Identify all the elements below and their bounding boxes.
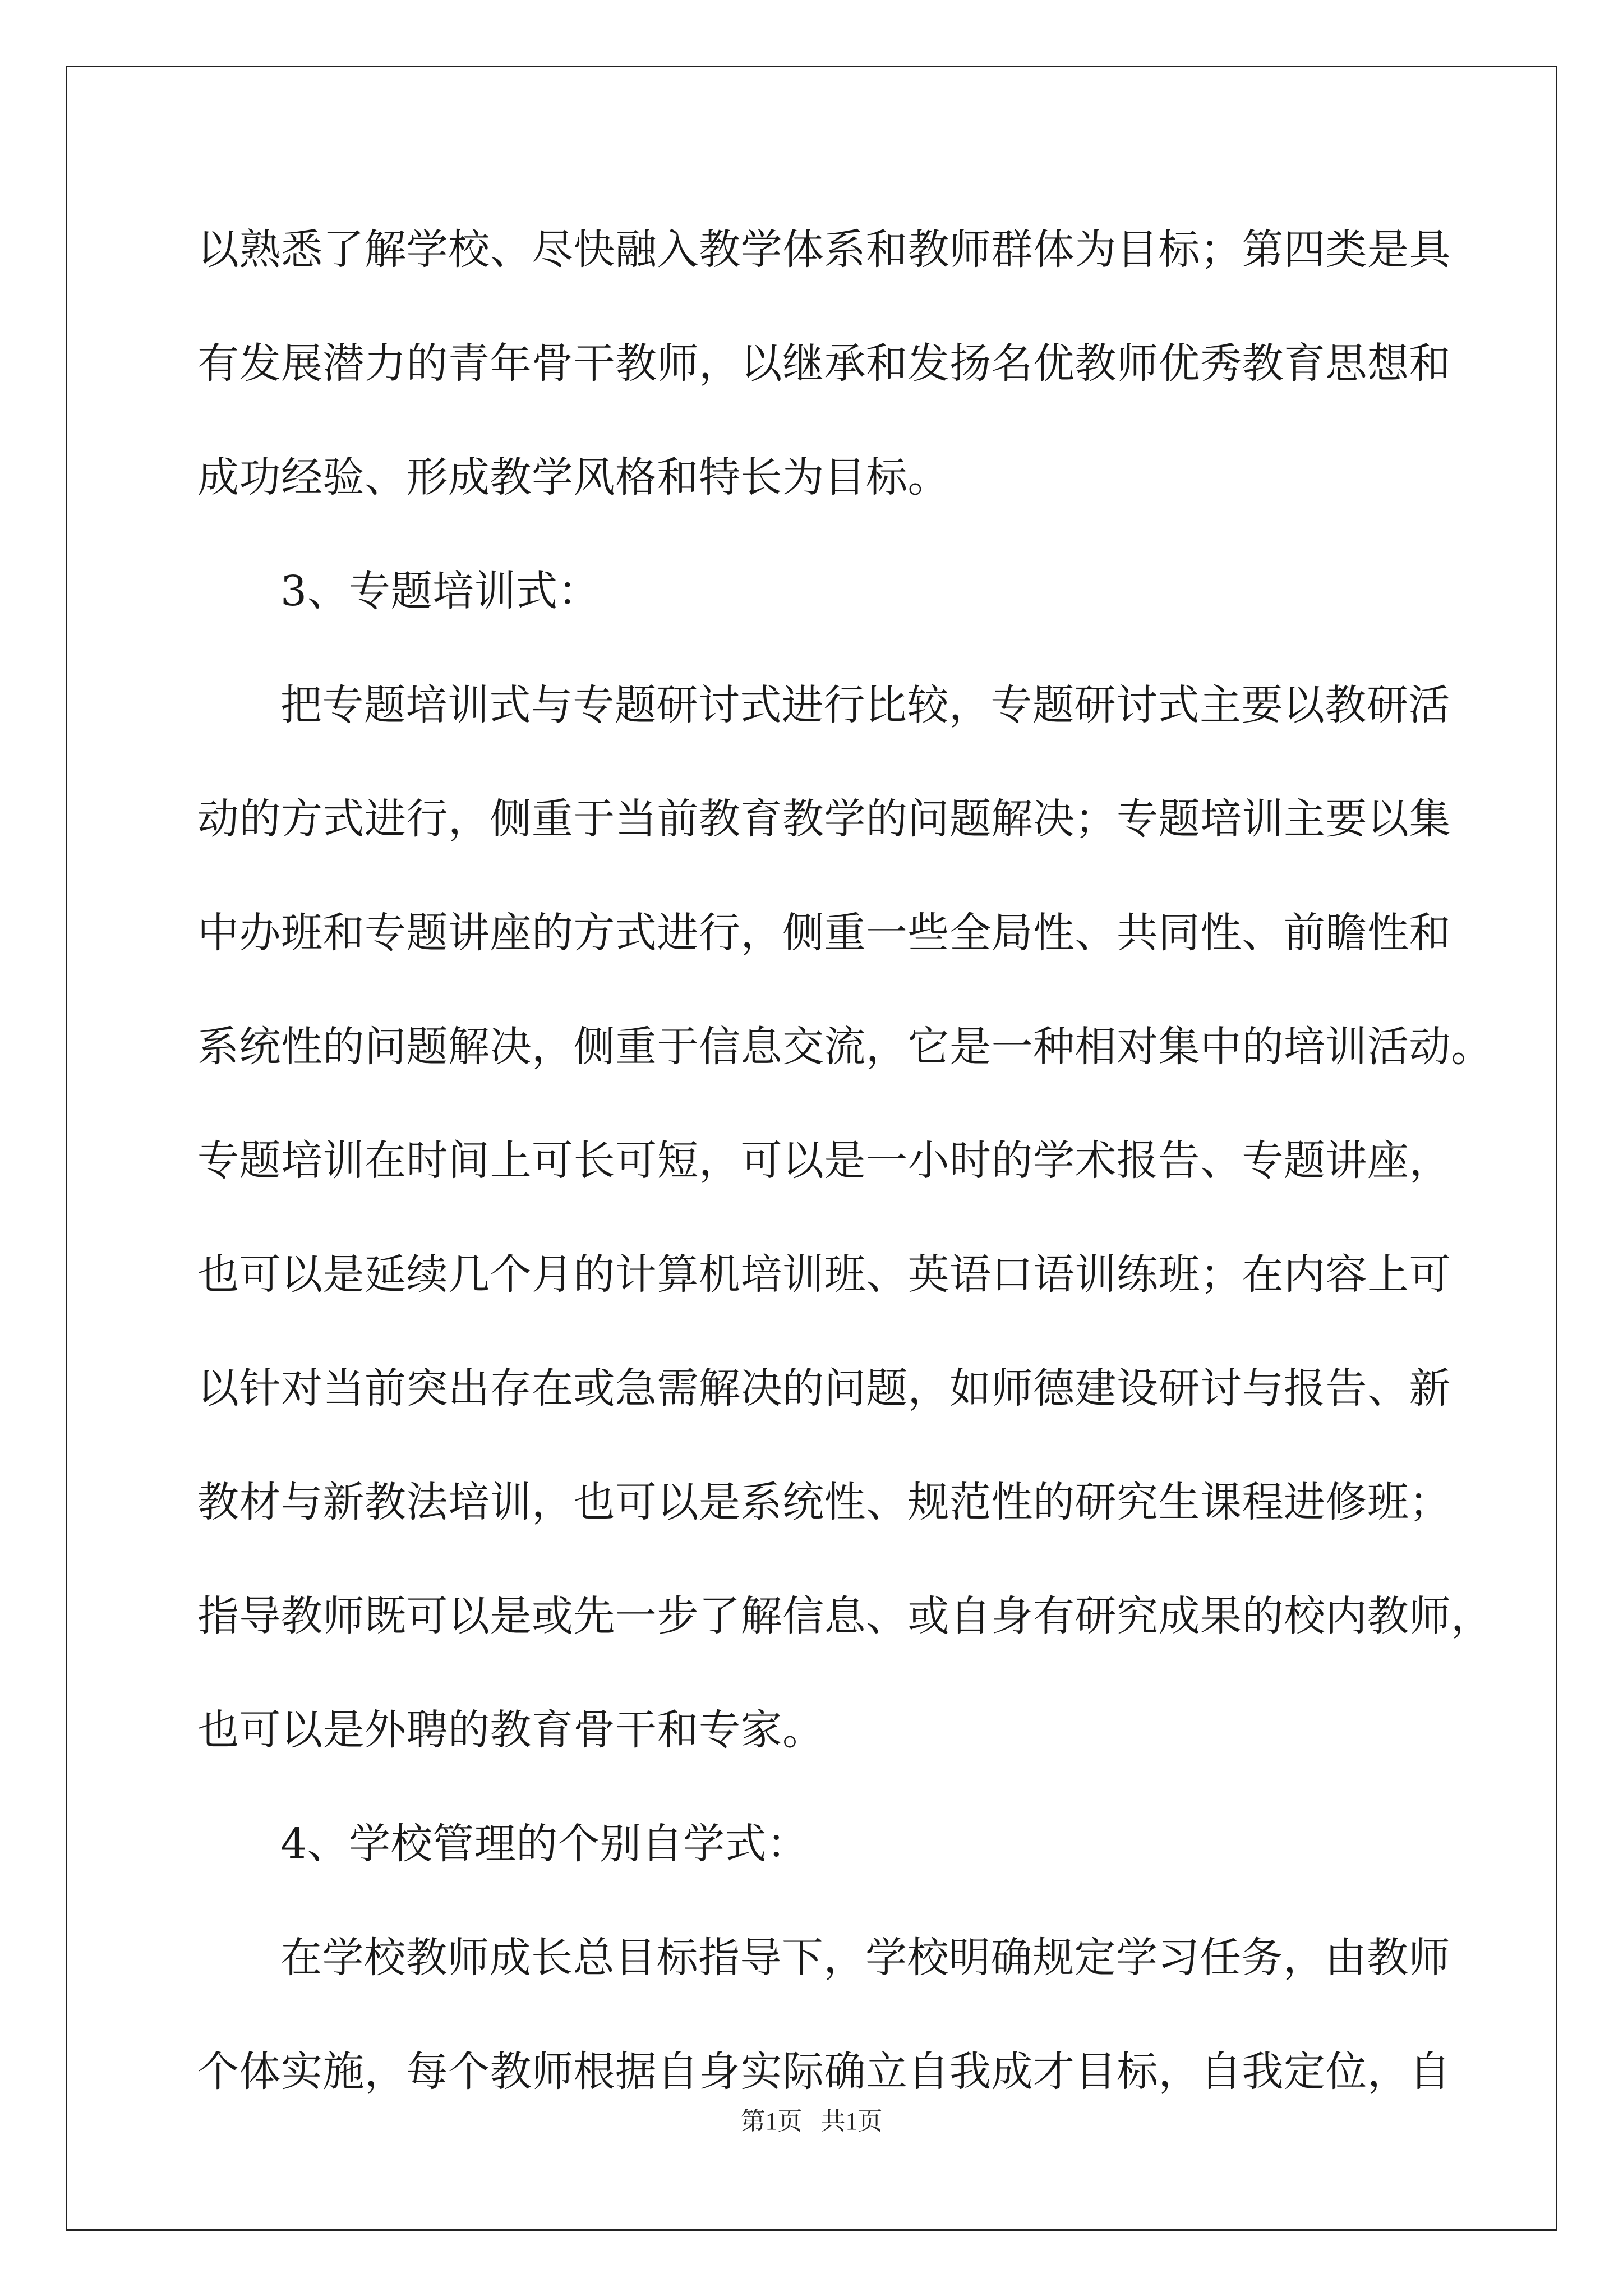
text-line: 个体实施，每个教师根据自身实际确立自我成才目标，自我定位，自 — [197, 2047, 1451, 2096]
document-body — [197, 208, 1493, 2143]
text-line: 教材与新教法培训，也可以是系统性、规范性的研究生课程进修班； — [197, 1478, 1451, 1526]
text-line: 动的方式进行，侧重于当前教育教学的问题解决；专题培训主要以集 — [197, 795, 1451, 843]
text-line: 以针对当前突出存在或急需解决的问题，如师德建设研讨与报告、新 — [197, 1364, 1451, 1412]
text-line: 3、专题培训式： — [280, 567, 600, 615]
text-line: 也可以是外聘的教育骨干和专家。 — [197, 1706, 824, 1754]
text-line: 也可以是延续几个月的计算机培训班、英语口语训练班；在内容上可 — [197, 1250, 1451, 1299]
text-line: 4、学校管理的个别自学式： — [280, 1820, 809, 1868]
text-line: 专题培训在时间上可长可短，可以是一小时的学术报告、专题讲座， — [197, 1137, 1451, 1185]
text-line: 系统性的问题解决，侧重于信息交流，它是一种相对集中的培训活动。 — [197, 1023, 1493, 1071]
text-line: 以熟悉了解学校、尽快融入教学体系和教师群体为目标；第四类是具 — [197, 226, 1451, 274]
text-line: 在学校教师成长总目标指导下，学校明确规定学习任务，由教师 — [280, 1934, 1450, 1982]
page-footer: 第1页 共1页 — [740, 2108, 883, 2135]
text-line: 中办班和专题讲座的方式进行，侧重一些全局性、共同性、前瞻性和 — [197, 909, 1451, 957]
text-line: 成功经验、形成教学风格和特长为目标。 — [197, 453, 949, 501]
text-line: 有发展潜力的青年骨干教师，以继承和发扬名优教师优秀教育思想和 — [197, 339, 1451, 388]
text-line: 把专题培训式与专题研讨式进行比较，专题研讨式主要以教研活 — [280, 681, 1450, 729]
text-line: 指导教师既可以是或先一步了解信息、或自身有研究成果的校内教师， — [197, 1592, 1493, 1640]
